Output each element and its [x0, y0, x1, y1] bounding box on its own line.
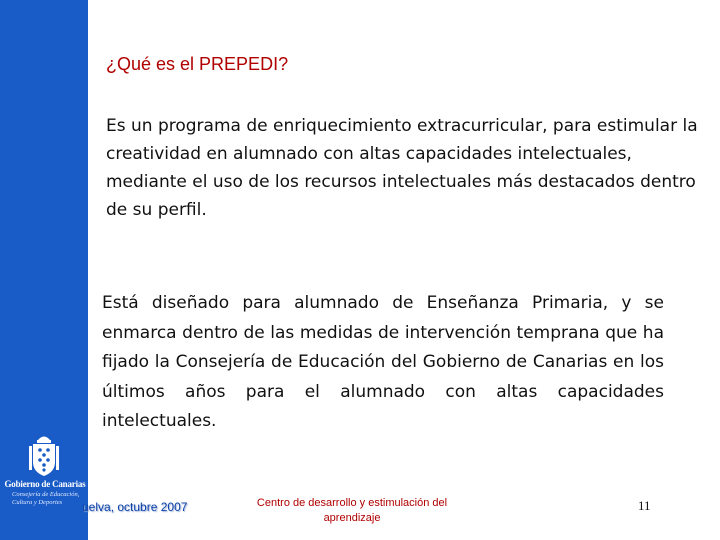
org-sub-line-2: Cultura y Deportes	[12, 499, 63, 506]
org-subtitle	[12, 491, 82, 507]
org-name: Gobierno de Canarias	[4, 479, 86, 489]
coat-of-arms-icon	[26, 432, 62, 478]
footer-center-line-1: Centro de desarrollo y estimulación del	[256, 497, 448, 509]
footer-center-title	[232, 496, 472, 526]
slide-title: ¿Qué es el PREPEDI?	[106, 54, 289, 74]
paragraph-design: Está diseñado para alumnado de Enseñanza Primaria, y se enmarca dentro de las medidas de intervención temprana que ha fijado la Consejería de Educación del Gobierno de Canarias en los últimos años para el alumnado con altas capacidades intelectuales.	[102, 293, 664, 431]
footer-center-line-2: aprendizaje	[323, 512, 381, 524]
footer-location-date: uelva, octubre 2007	[82, 500, 188, 514]
paragraph-definition: Es un programa de enriquecimiento extracurricular, para estimular la creatividad en alumnado con altas capacidades intelectuales, mediante el uso de los recursos intelectuales más destacados dentro de su perfil.	[106, 116, 698, 220]
page-number: 11	[638, 498, 651, 513]
sidebar-band	[0, 0, 88, 540]
org-sub-line-1: Consejería de Educación,	[12, 491, 80, 498]
